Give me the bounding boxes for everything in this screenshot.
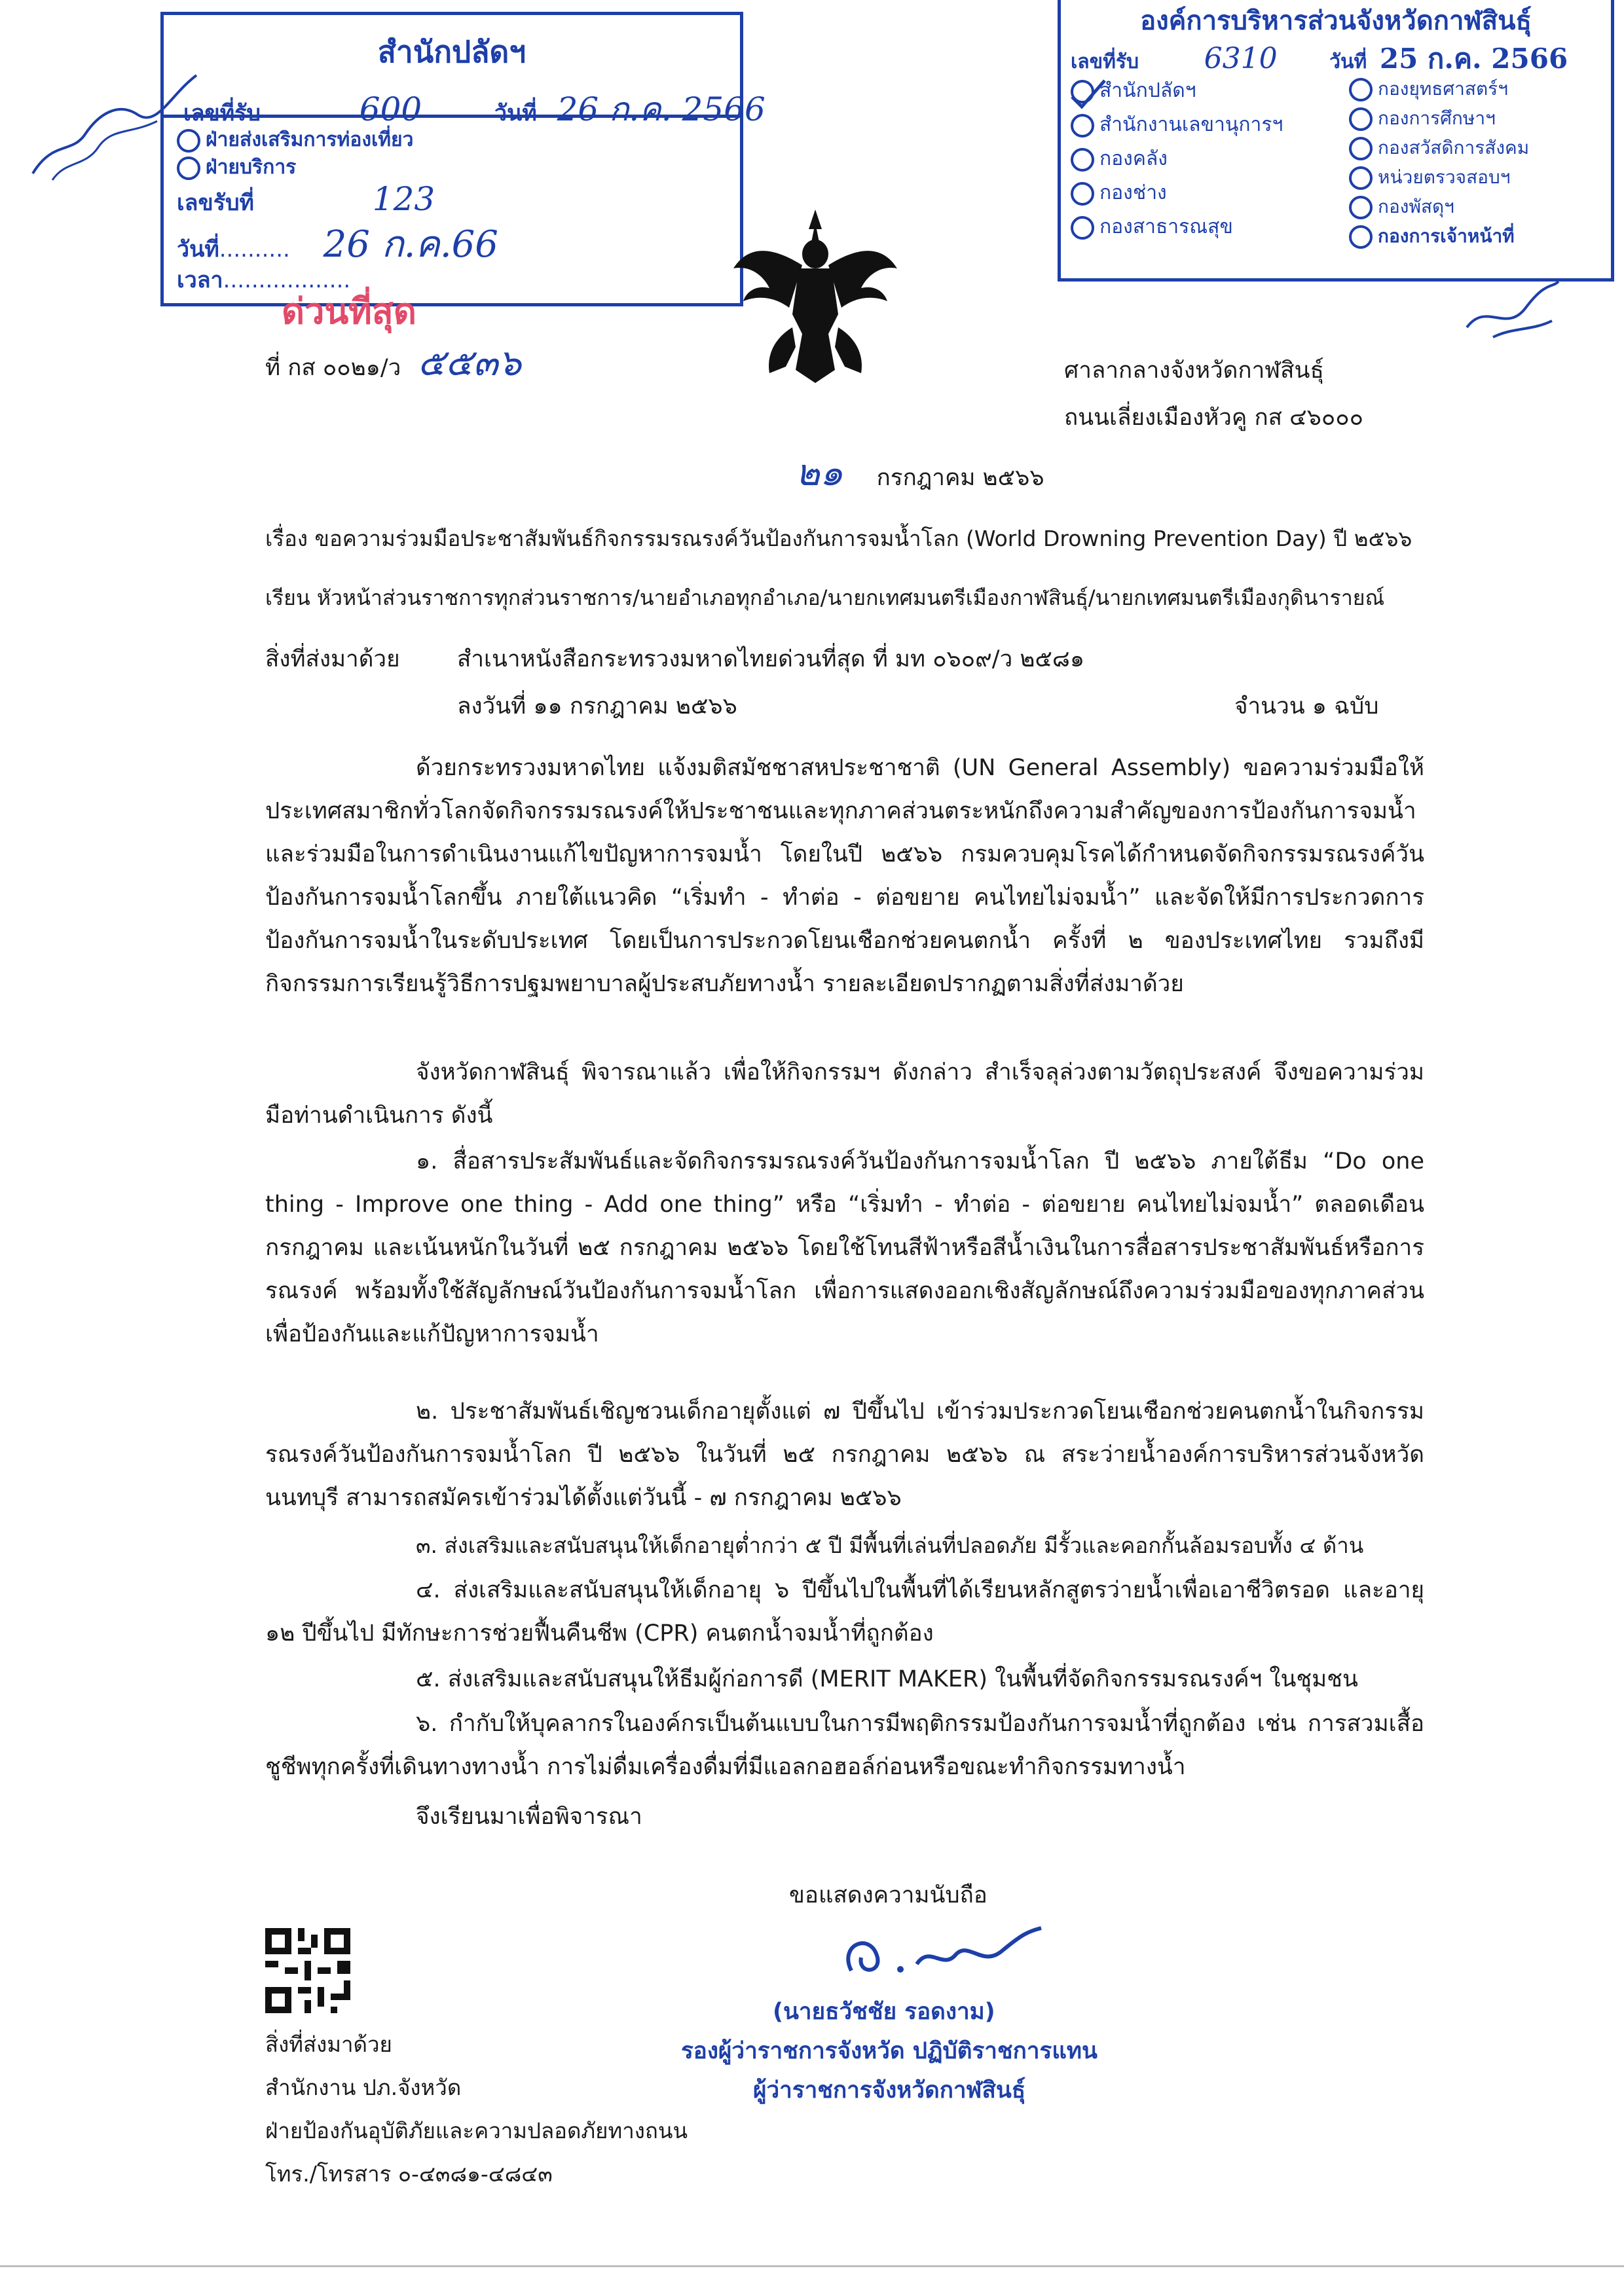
doc-number: ที่ กส ๐๐๒๑/ว (265, 355, 401, 381)
signature (832, 1918, 1048, 1990)
body-paragraph: จังหวัดกาฬสินธุ์ พิจารณาแล้ว เพื่อให้กิจกรรมฯ ดังกล่าว สำเร็จลุล่วงตามวัตถุประสงค์ จึงขอความร่วมมือท่านดำเนินการ ดังนี้ (265, 1059, 1424, 1129)
stamp-right-right-column (1349, 74, 1529, 251)
checkbox-circle-icon (1349, 137, 1373, 160)
stamp-right-option: กองยุทธศาสตร์ฯ (1349, 74, 1529, 103)
stamp-right-receive-row: เลขที่รับ 6310 วันที่ 25 ก.ค. 2566 (1071, 42, 1568, 75)
qr-code-icon (265, 1928, 350, 2013)
address-block (1064, 347, 1363, 441)
stamp-right-option: กองช่าง (1071, 176, 1283, 210)
checkbox-circle-icon (1071, 216, 1094, 240)
body-paragraph: ๖. กำกับให้บุคลากรในองค์กรเป็นต้นแบบในการมีพฤติกรรมป้องกันการจมน้ำที่ถูกต้อง เช่น การสวมเสื้อชูชีพทุกครั้งที่เดินทางทางน้ำ การไม่ดื่มเครื่องดื่มที่มีแอลกอฮอล์ก่อนหรือขณะทำกิจกรรมทางน้ำ (265, 1711, 1424, 1780)
date-month-year: กรกฎาคม ๒๕๖๖ (876, 465, 1044, 491)
stamp-left-receive-label: เลขที่รับ (183, 100, 261, 126)
checkbox-circle-icon (1071, 182, 1094, 206)
body-paragraph: ๑. สื่อสารประสัมพันธ์และจัดกิจกรรมรณรงค์วันป้องกันการจมน้ำโลก ปี ๒๕๖๖ ภายใต้ธีม “Do one thing - Improve one thing - Add one thing” หรือ “เริ่มทำ - ทำต่อ - ต่อขยาย คนไทยไม่จมน้ำ” ตลอดเดือนกรกฎาคม และเน้นหนักในวันที่ ๒๕ กรกฎาคม ๒๕๖๖ โดยใช้โทนสีฟ้าหรือสีน้ำเงินในการสื่อสารประชาสัมพันธ์หรือการรณรงค์ พร้อมทั้งใช้สัญลักษณ์วันป้องกันการจมน้ำโลก เพื่อการแสดงออกเชิงสัญลักษณ์ถึงความร่วมมือของทุกภาคส่วนเพื่อป้องกันและแก้ปัญหาการจมน้ำ (265, 1148, 1424, 1347)
footer-line: สำนักงาน ปภ.จังหวัด (265, 2075, 462, 2100)
date-day-handwritten: ๒๑ (796, 452, 843, 494)
enclosure-line1: สำเนาหนังสือกระทรวงมหาดไทยด่วนที่สุด ที่ มท ๐๖๐๙/ว ๒๕๘๑ (457, 646, 1085, 672)
address-line: ศาลากลางจังหวัดกาฬสินธุ์ (1064, 357, 1324, 384)
body-paragraph: ๓. ส่งเสริมและสนับสนุนให้เด็กอายุต่ำกว่า ๕ ปี มีพื้นที่เล่นที่ปลอดภัย มีรั้วและคอกกั้นล้อมรอบทั้ง ๔ ด้าน (416, 1533, 1364, 1558)
doc-number-row (265, 342, 521, 390)
footer-line: สิ่งที่ส่งมาด้วย (265, 2032, 392, 2057)
stamp-right-title: องค์การบริหารส่วนจังหวัดกาฬสินธุ์ (1140, 6, 1532, 36)
closing: ขอแสดงความนับถือ (789, 1882, 987, 1908)
stamp-left-date-value: 26 ก.ค. 2566 (557, 90, 766, 128)
checkbox-circle-icon (1349, 78, 1373, 101)
stamp-right-receive-no: 6310 (1204, 42, 1278, 75)
checkbox-circle-icon (1349, 107, 1373, 131)
check-mark-icon (1069, 77, 1108, 110)
doc-number-handwritten: ๕๕๓๖ (417, 342, 522, 384)
stamp-inner-date: วันที่.......... 26 ก.ค.66 (177, 223, 498, 266)
stamp-left-title: สำนักปลัดฯ (377, 34, 526, 69)
subject-line: เรื่อง ขอความร่วมมือประชาสัมพันธ์กิจกรรมรณรงค์วันป้องกันการจมน้ำโลก (World Drowning Prevention Day) ปี ๒๕๖๖ (265, 526, 1412, 551)
stamp-right-option: กองคลัง (1071, 142, 1283, 176)
checkbox-circle-icon (1071, 114, 1094, 137)
stamp-right-option: สำนักงานเลขานุการฯ (1071, 108, 1283, 142)
footer-block (265, 2023, 688, 2196)
stamp-right-option: กองสวัสดิการสังคม (1349, 133, 1529, 162)
checkbox-circle-icon (1071, 148, 1094, 172)
body-paragraph: ๔. ส่งเสริมและสนับสนุนให้เด็กอายุ ๖ ปีขึ้นไปในพื้นที่ได้เรียนหลักสูตรว่ายน้ำเพื่อเอาชีวิตรอด และอายุ ๑๒ ปีขึ้นไป มีทักษะการช่วยฟื้นคืนชีพ (CPR) คนตกน้ำจมน้ำที่ถูกต้อง (265, 1577, 1424, 1647)
checkbox-circle-icon (1349, 196, 1373, 219)
stamp-right (1058, 0, 1614, 282)
urgency-label: ด่วนที่สุด (282, 291, 416, 332)
stamp-right-option: กองสาธารณสุข (1071, 210, 1283, 244)
stamp-inner-date-value: 26 ก.ค.66 (323, 223, 498, 266)
stamp-right-option: กองการเจ้าหน้าที่ (1349, 221, 1529, 251)
stamp-right-option: กองพัสดุฯ (1349, 192, 1529, 221)
stamp-right-option: กองการศึกษาฯ (1349, 103, 1529, 133)
initials-signature (1454, 275, 1565, 347)
address-line: ถนนเลี่ยงเมืองหัวคู กส ๔๖๐๐๐ (1064, 405, 1363, 431)
stamp-inner-receive: เลขรับที่ 123 (177, 180, 435, 218)
footer-line: ฝ่ายป้องกันอุบัติภัยและความปลอดภัยทางถนน (265, 2118, 688, 2143)
enclosure-line2: ลงวันที่ ๑๑ กรกฎาคม ๒๕๖๖ (457, 693, 737, 720)
enclosure-label: สิ่งที่ส่งมาด้วย (265, 646, 400, 672)
body-paragraph: จึงเรียนมาเพื่อพิจารณา (416, 1804, 642, 1830)
date-row (796, 452, 1044, 500)
stamp-right-option: สำนักปลัดฯ (1071, 74, 1283, 108)
signer-title-1: รองผู้ว่าราชการจังหวัด ปฏิบัติราชการแทน (681, 2038, 1098, 2064)
body-paragraph: ๒. ประชาสัมพันธ์เชิญชวนเด็กอายุตั้งแต่ ๗ ปีขึ้นไป เข้าร่วมประกวดโยนเชือกช่วยคนตกน้ำในกิจกรรมรณรงค์วันป้องกันการจมน้ำโลก ปี ๒๕๖๖ ในวันที่ ๒๕ กรกฎาคม ๒๕๖๖ ณ สระว่ายน้ำองค์การบริหารส่วนจังหวัดนนทบุรี สามารถสมัครเข้าร่วมได้ตั้งแต่วันนี้ - ๗ กรกฎาคม ๒๕๖๖ (265, 1398, 1424, 1511)
stamp-left-receive-no: 600 (359, 90, 422, 128)
footer-line: โทร./โทรสาร ๐-๔๓๘๑-๔๘๔๓ (265, 2161, 553, 2187)
stamp-right-date-value: 25 ก.ค. 2566 (1379, 43, 1568, 75)
stamp-inner-receive-no: 123 (372, 180, 435, 218)
stamp-left-inner (160, 115, 743, 306)
body-paragraph: ๕. ส่งเสริมและสนับสนุนให้ธีมผู้ก่อการดี (MERIT MAKER) ในพื้นที่จัดกิจกรรมรณรงค์ฯ ในชุมชน (416, 1666, 1358, 1692)
stamp-inner-line1: ฝ่ายส่งเสริมการท่องเที่ยว (177, 124, 413, 155)
stamp-inner-line2: ฝ่ายบริการ (177, 152, 296, 183)
body-paragraph: ด้วยกระทรวงมหาดไทย แจ้งมติสมัชชาสหประชาชาติ (UN General Assembly) ขอความร่วมมือให้ประเทศสมาชิกทั่วโลกจัดกิจกรรมรณรงค์ให้ประชาชนและทุกภาคส่วนตระหนักถึงความสำคัญของการป้องกันการจมน้ำ และร่วมมือในการดำเนินงานแก้ไขปัญหาการจมน้ำ โดยในปี ๒๕๖๖ กรมควบคุมโรคได้กำหนดจัดกิจกรรมรณรงค์วันป้องกันการจมน้ำโลกขึ้น ภายใต้แนวคิด “เริ่มทำ - ทำต่อ - ต่อขยาย คนไทยไม่จมน้ำ” และจัดให้มีการประกวดการป้องกันการจมน้ำในระดับประเทศ โดยเป็นการประกวดโยนเชือกช่วยคนตกน้ำ ครั้งที่ ๒ ของประเทศไทย รวมถึงมีกิจกรรมการเรียนรู้วิธีการปฐมพยาบาลผู้ประสบภัยทางน้ำ รายละเอียดปรากฏตามสิ่งที่ส่งมาด้วย (265, 755, 1424, 997)
stamp-inner-time: เวลา.................. (177, 267, 351, 293)
checkbox-circle-icon (1349, 225, 1373, 249)
stamp-right-option: หน่วยตรวจสอบฯ (1349, 162, 1529, 192)
enclosure-count: จำนวน ๑ ฉบับ (1234, 693, 1379, 720)
to-line: เรียน หัวหน้าส่วนราชการทุกส่วนราชการ/นายอำเภอทุกอำเภอ/นายกเทศมนตรีเมืองกาฬสินธุ์/นายกเทศมนตรีเมืองกุดินารายณ์ (265, 585, 1385, 610)
stamp-left-date-label: วันที่ (494, 100, 537, 126)
handwritten-note-left (26, 62, 210, 193)
page-bottom-divider (0, 2265, 1624, 2267)
checkbox-circle-icon (1349, 166, 1373, 190)
signer-name: (นายธวัชชัย รอดงาม) (773, 1999, 995, 2025)
garuda-emblem-icon (730, 203, 900, 386)
signer-title-2: ผู้ว่าราชการจังหวัดกาฬสินธุ์ (753, 2077, 1026, 2104)
